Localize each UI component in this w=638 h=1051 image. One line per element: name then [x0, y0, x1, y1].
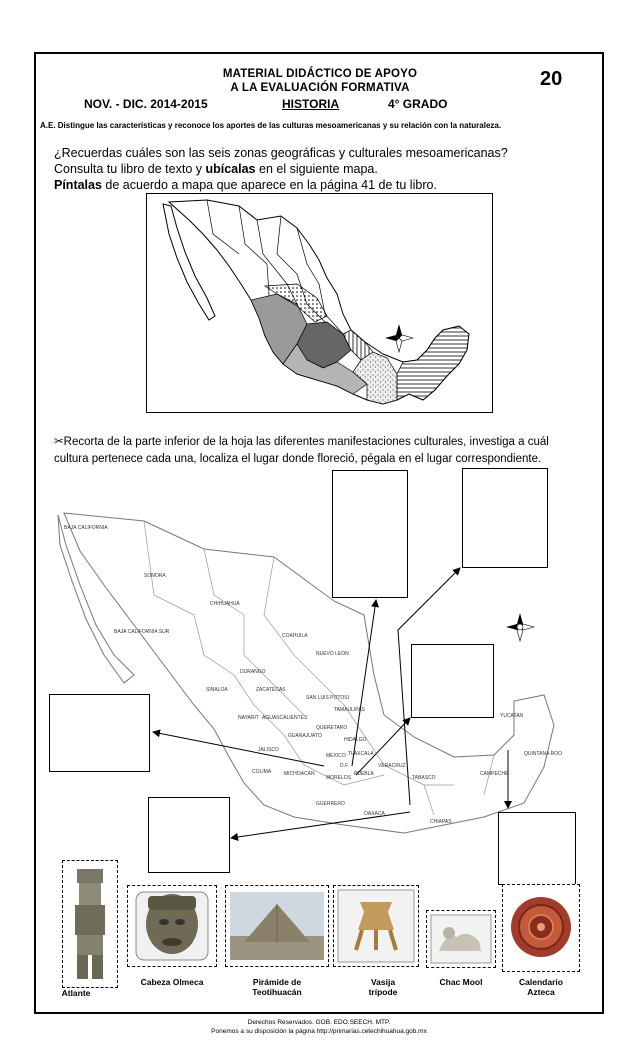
answer-box-5[interactable]	[148, 797, 230, 873]
header-title-1: MATERIAL DIDÁCTICO DE APOYO	[222, 68, 418, 80]
answer-box-1[interactable]	[332, 470, 408, 598]
map-label: CHIHUAHUA	[210, 601, 240, 607]
map-label: COAHUILA	[282, 633, 308, 639]
cutout-atlante[interactable]	[62, 860, 118, 988]
instruction-body: Recorta de la parte inferior de la hoja las diferentes manifestaciones culturales, investiga a cuál cultura pertenece cada una, localiza el lugar donde floreció, pégala en el lugar correspondiente.	[54, 436, 549, 465]
map-label: D.F.	[340, 763, 349, 769]
label-cabeza-olmeca: Cabeza Olmeca	[140, 977, 204, 987]
label-chac-mool: Chac Mool	[439, 977, 483, 987]
map-label: MORELOS	[326, 775, 352, 781]
map-label: SINALOA	[206, 687, 228, 693]
map-label: TLAXCALA	[348, 751, 374, 757]
map-label: YUCATAN	[500, 713, 524, 719]
label-vasija-2: trípode	[368, 987, 398, 997]
map-label: DURANGO	[240, 669, 266, 675]
question-text: Consulta tu libro de texto y	[54, 162, 206, 176]
label-atlante: Atlante	[61, 988, 91, 998]
map-label: ZACATECAS	[256, 687, 286, 693]
subject: HISTORIA	[282, 97, 340, 111]
map-label: BAJA CALIFORNIA	[64, 525, 108, 531]
map-label: COLIMA	[252, 769, 272, 775]
chac-mool-icon	[427, 911, 495, 967]
footer-copyright: Derechos Reservados. GOB. EDO.SEECH. MTP.	[247, 1019, 391, 1026]
label-calendario-1: Calendario	[519, 977, 563, 987]
map-label: CAMPECHE	[480, 771, 509, 777]
cutout-piramide[interactable]	[225, 885, 329, 967]
header-title-2: A LA EVALUACIÓN FORMATIVA	[230, 82, 410, 94]
map-label: GUERRERO	[316, 801, 345, 807]
map-label: QUINTANA ROO	[524, 751, 562, 757]
answer-box-2[interactable]	[462, 468, 548, 568]
compass-rose-icon	[506, 613, 534, 641]
period: NOV. - DIC. 2014-2015	[84, 97, 208, 111]
question-text: de acuerdo a mapa que aparece en la página 41 de tu libro.	[101, 178, 437, 192]
answer-box-3[interactable]	[411, 644, 494, 718]
answer-box-4[interactable]	[49, 694, 150, 772]
mesoamerica-zones-map	[146, 193, 493, 413]
cutout-chac-mool[interactable]	[426, 910, 496, 968]
question-line-2	[54, 161, 378, 177]
scissors-icon: ✂	[54, 436, 64, 448]
aztec-calendar-icon	[503, 885, 579, 971]
question-text: en el siguiente mapa.	[255, 162, 378, 176]
atlante-statue-icon	[63, 861, 117, 987]
answer-box-6[interactable]	[498, 812, 576, 885]
map-label: GUANAJUATO	[288, 733, 322, 739]
instruction-text	[54, 434, 584, 468]
mexico-outline-map	[147, 194, 491, 411]
cutout-vasija[interactable]	[333, 885, 419, 967]
question-line-1: ¿Recuerdas cuáles son las seis zonas geográficas y culturales mesoamericanas?	[54, 146, 508, 160]
olmec-head-icon	[128, 886, 216, 966]
map-label: TAMAULIPAS	[334, 707, 365, 713]
map-label: MEXICO	[326, 753, 346, 759]
label-calendario-2: Azteca	[527, 987, 555, 997]
map-label: TABASCO	[412, 775, 436, 781]
map-label: AGUASCALIENTES	[262, 715, 308, 721]
map-label: QUERETARO	[316, 725, 348, 731]
map-label: JALISCO	[258, 747, 279, 753]
label-vasija-1: Vasija	[370, 977, 396, 987]
map-label: OAXACA	[364, 811, 385, 817]
question-bold: Píntalas	[54, 178, 102, 192]
pyramid-icon	[226, 886, 328, 966]
map-label: BAJA CALIFORNIA SUR	[114, 629, 170, 635]
map-label: SAN LUIS POTOSI	[306, 695, 349, 701]
cutout-cabeza-olmeca[interactable]	[127, 885, 217, 967]
grade: 4° GRADO	[388, 97, 448, 111]
map-label: SONORA	[144, 573, 166, 579]
map-label: CHIAPAS	[430, 819, 452, 825]
label-piramide-2: Teotihuacán	[252, 987, 302, 997]
map-label: NAYARIT	[238, 715, 259, 721]
cutout-calendario[interactable]	[502, 884, 580, 972]
vase-icon	[334, 886, 418, 966]
footer-website: Ponemos a su disposición la página http://primarias.cetechihuahua.gob.mx	[211, 1028, 427, 1035]
map-label: VERACRUZ	[378, 763, 406, 769]
map-label: MICHOACAN	[284, 771, 315, 777]
map-label: NUEVO LEON	[316, 651, 349, 657]
label-piramide-1: Pirámide de	[252, 977, 302, 987]
map-label: HIDALGO	[344, 737, 367, 743]
compass-rose-icon	[385, 324, 413, 352]
learning-expectation: A.E. Distingue las características y reconoce los aportes de las culturas mesoamericanas y su relación con la naturaleza.	[40, 121, 502, 130]
map-label: PUEBLA	[354, 771, 374, 777]
worksheet-number: 20	[540, 68, 563, 90]
question-bold: ubícalas	[205, 162, 256, 176]
question-line-3	[54, 177, 437, 193]
